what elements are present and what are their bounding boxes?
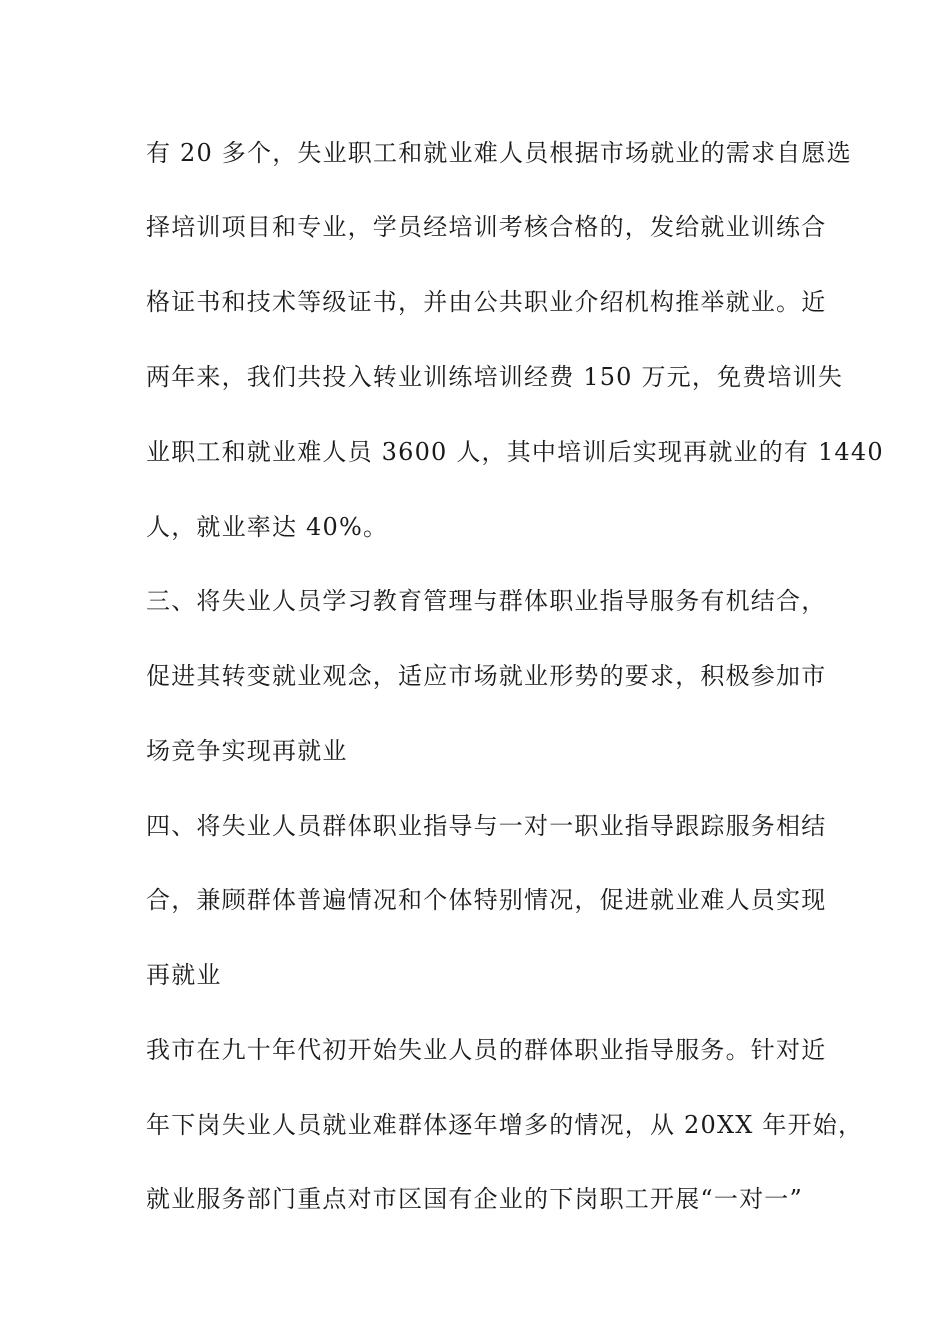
section-heading-line: 促进其转变就业观念，适应市场就业形势的要求，积极参加市 [146,662,827,690]
paragraph-line: 有 20 多个，失业职工和就业难人员根据市场就业的需求自愿选 [146,139,852,167]
paragraph-line: 两年来，我们共投入转业训练培训经费 150 万元，免费培训失 [146,363,844,391]
paragraph-line: 人，就业率达 40%。 [146,513,389,541]
section-heading-line: 四、将失业人员群体职业指导与一对一职业指导跟踪服务相结 [146,812,827,840]
paragraph-line: 我市在九十年代初开始失业人员的群体职业指导服务。针对近 [146,1036,827,1064]
section-heading-line: 合，兼顾群体普遍情况和个体特别情况，促进就业难人员实现 [146,886,827,914]
paragraph-line: 格证书和技术等级证书，并由公共职业介绍机构推举就业。近 [146,288,827,316]
paragraph-line: 择培训项目和专业，学员经培训考核合格的，发给就业训练合 [146,213,827,241]
section-heading-line: 再就业 [146,961,222,989]
section-heading-line: 三、将失业人员学习教育管理与群体职业指导服务有机结合， [146,587,827,615]
section-heading-line: 场竞争实现再就业 [146,737,348,765]
paragraph-line: 就业服务部门重点对市区国有企业的下岗职工开展“一对一” [146,1185,803,1213]
paragraph-line: 业职工和就业难人员 3600 人，其中培训后实现再就业的有 1440 [146,438,884,466]
paragraph-line: 年下岗失业人员就业难群体逐年增多的情况，从 20XX 年开始， [146,1111,864,1139]
